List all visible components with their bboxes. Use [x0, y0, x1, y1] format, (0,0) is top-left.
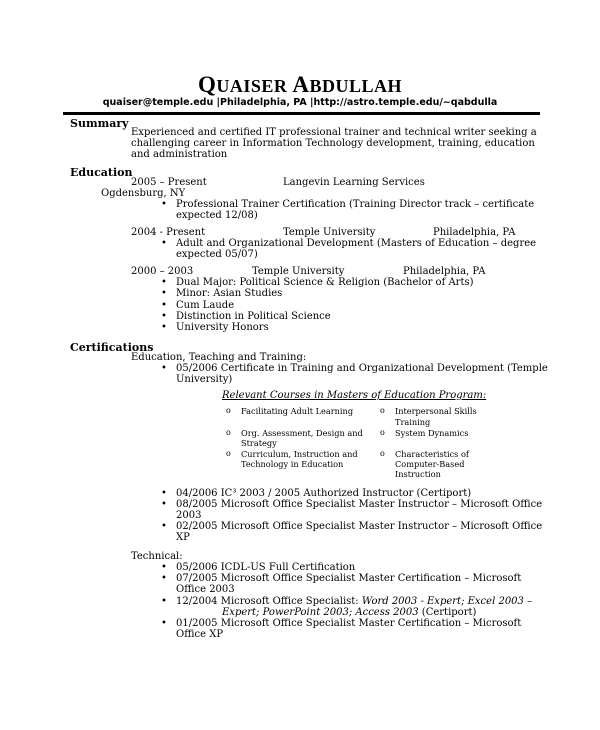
- list-item: o System Dynamics: [395, 428, 468, 438]
- edu-dates: 2000 – 2003: [131, 266, 194, 277]
- edu-location: Philadelphia, PA: [403, 266, 486, 277]
- list-item: • Dual Major: Political Science & Religion (Bachelor of Arts): [176, 277, 474, 289]
- education-heading: Education: [70, 166, 133, 179]
- list-item: • 04/2006 IC³ 2003 / 2005 Authorized Instructor (Certiport): [176, 488, 471, 500]
- list-item: • 05/2006 ICDL-US Full Certification: [176, 562, 355, 574]
- list-item-cont: Office XP: [176, 629, 224, 640]
- list-item: • 07/2005 Microsoft Office Specialist Master Certification – Microsoft: [176, 573, 521, 585]
- list-item-cont: Office 2003: [176, 584, 235, 595]
- list-item-cont: Expert; PowerPoint 2003; Access 2003 (Certiport): [222, 607, 477, 618]
- courses-title: Relevant Courses in Masters of Education Program:: [222, 390, 487, 401]
- summary-heading: Summary: [70, 117, 129, 130]
- list-item: o Curriculum, Instruction and: [241, 449, 358, 459]
- list-item: • Minor: Asian Studies: [176, 288, 282, 300]
- list-item: • University Honors: [176, 322, 269, 334]
- header-rule: [63, 112, 540, 115]
- list-item-cont: Computer-Based: [395, 459, 465, 469]
- edu-location: Philadelphia, PA: [433, 227, 516, 238]
- list-item-cont: XP: [176, 532, 190, 543]
- list-item: • 12/2004 Microsoft Office Specialist: Word 2003 - Expert; Excel 2003 –: [176, 596, 532, 608]
- list-item-cont: Training: [395, 417, 431, 427]
- list-item-cont: Strategy: [241, 438, 277, 448]
- edu-org: Temple University: [252, 266, 345, 277]
- list-item-cont: University): [176, 374, 233, 385]
- list-item: • Distinction in Political Science: [176, 311, 331, 323]
- list-item: • 05/2006 Certificate in Training and Organizational Development (Temple: [176, 363, 548, 375]
- list-item: • 02/2005 Microsoft Office Specialist Master Instructor – Microsoft Office: [176, 521, 542, 533]
- edu-org: Temple University: [283, 227, 376, 238]
- contact-line: quaiser@temple.edu |Philadelphia, PA |http://astro.temple.edu/~qabdulla: [102, 97, 498, 108]
- list-item: o Org. Assessment, Design and: [241, 428, 363, 438]
- list-item-cont: 2003: [176, 510, 202, 521]
- cert-group-label: Technical:: [131, 551, 183, 562]
- list-item: • Professional Trainer Certification (Training Director track – certificate: [176, 199, 534, 211]
- edu-dates: 2005 – Present: [131, 177, 207, 188]
- summary-line: Experienced and certified IT professional trainer and technical writer seeking a: [131, 127, 537, 138]
- edu-location: Ogdensburg, NY: [101, 188, 186, 199]
- list-item: • 01/2005 Microsoft Office Specialist Master Certification – Microsoft: [176, 618, 521, 630]
- list-item: o Interpersonal Skills: [395, 406, 477, 416]
- list-item: • Adult and Organizational Development (Masters of Education – degree: [176, 238, 536, 250]
- candidate-name: QUAISER ABDULLAH: [197, 72, 403, 97]
- certifications-heading: Certifications: [70, 341, 154, 354]
- list-item: o Characteristics of: [395, 449, 469, 459]
- list-item-cont: Technology in Education: [241, 459, 344, 469]
- list-item-cont: expected 05/07): [176, 249, 258, 260]
- list-item-cont: Instruction: [395, 469, 441, 479]
- list-item: o Facilitating Adult Learning: [241, 406, 353, 416]
- summary-line: and administration: [131, 149, 228, 160]
- edu-dates: 2004 - Present: [131, 227, 206, 238]
- list-item: • Cum Laude: [176, 300, 234, 312]
- summary-line: challenging career in Information Technology development, training, education: [131, 138, 535, 149]
- list-item: • 08/2005 Microsoft Office Specialist Master Instructor – Microsoft Office: [176, 499, 542, 511]
- list-item-cont: expected 12/08): [176, 210, 258, 221]
- edu-org: Langevin Learning Services: [283, 177, 425, 188]
- cert-group-label: Education, Teaching and Training:: [131, 352, 307, 363]
